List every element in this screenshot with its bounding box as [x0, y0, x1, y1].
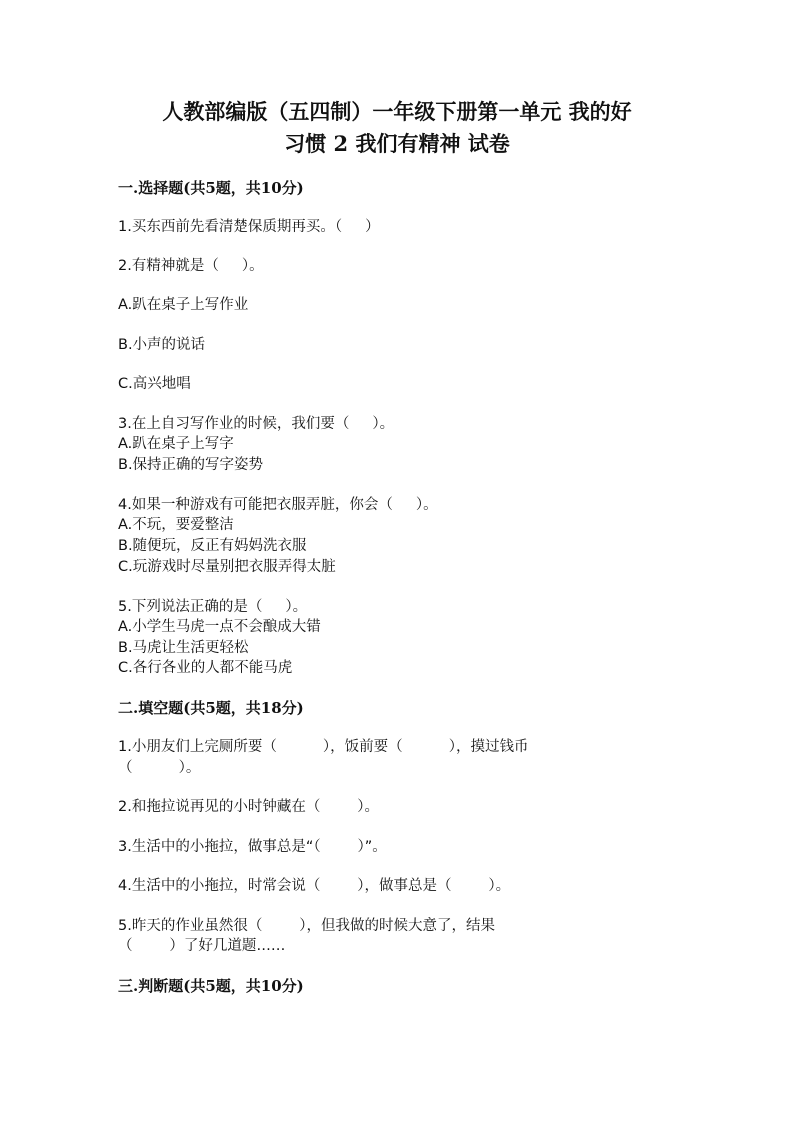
s1-question-3: 3.在上自习写作业的时候，我们要（ ）。 [118, 416, 395, 432]
s1-q2-option-c: C.高兴地唱 [118, 376, 191, 392]
s2-question-5-line-2: （ ）了好几道题…… [118, 938, 286, 954]
s1-q2-option-a: A.趴在桌子上写作业 [118, 297, 249, 313]
page-title-line-2: 习惯 2 我们有精神 试卷 [284, 131, 510, 156]
s1-q3-option-a: A.趴在桌子上写字 [118, 436, 234, 452]
section-2-heading: 二.填空题(共5题，共18分) [118, 699, 304, 717]
s1-q4-option-b: B.随便玩，反正有妈妈洗衣服 [118, 538, 307, 554]
s2-question-2: 2.和拖拉说再见的小时钟藏在（ ）。 [118, 799, 379, 815]
s2-question-3: 3.生活中的小拖拉，做事总是“（ ）”。 [118, 839, 387, 855]
s1-q4-option-c: C.玩游戏时尽量别把衣服弄得太脏 [118, 559, 336, 575]
s1-q2-option-b: B.小声的说话 [118, 337, 206, 353]
s1-question-2: 2.有精神就是（ ）。 [118, 258, 264, 274]
s1-q5-option-b: B.马虎让生活更轻松 [118, 640, 249, 656]
section-3-heading: 三.判断题(共5题，共10分) [118, 977, 304, 995]
page-title-line-1: 人教部编版（五四制）一年级下册第一单元 我的好 [162, 99, 632, 124]
s2-question-1-line-1: 1.小朋友们上完厕所要（ ），饭前要（ ），摸过钱币 [118, 739, 529, 755]
s1-q5-option-a: A.小学生马虎一点不会酿成大错 [118, 619, 321, 635]
section-1-heading: 一.选择题(共5题，共10分) [118, 179, 304, 197]
s1-q3-option-b: B.保持正确的写字姿势 [118, 457, 264, 473]
s2-question-5-line-1: 5.昨天的作业虽然很（ ），但我做的时候大意了，结果 [118, 918, 495, 934]
s2-question-4: 4.生活中的小拖拉，时常会说（ ），做事总是（ ）。 [118, 878, 511, 894]
s1-question-5: 5.下列说法正确的是（ ）。 [118, 599, 308, 615]
s1-question-4: 4.如果一种游戏有可能把衣服弄脏，你会（ ）。 [118, 497, 438, 513]
s2-question-1-line-2: （ ）。 [118, 760, 201, 776]
s1-question-1: 1.买东西前先看清楚保质期再买。（ ） [118, 219, 380, 235]
s1-q5-option-c: C.各行各业的人都不能马虎 [118, 660, 293, 676]
s1-q4-option-a: A.不玩，要爱整洁 [118, 517, 234, 533]
